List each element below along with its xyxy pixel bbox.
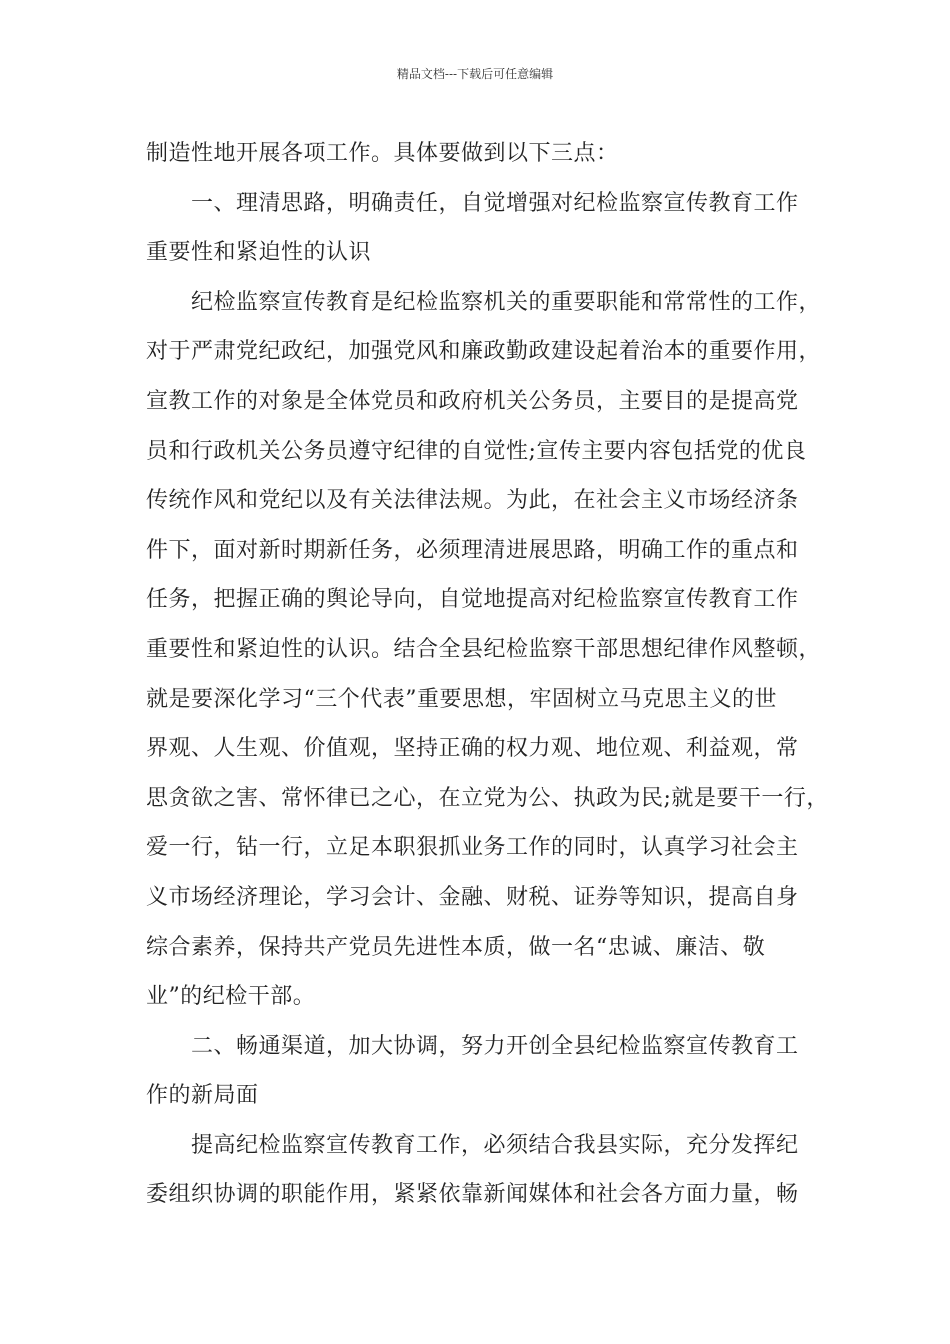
text-line: 对于严肃党纪政纪，加强党风和廉政勤政建设起着治本的重要作用， — [146, 339, 822, 365]
text-line: 委组织协调的职能作用，紧紧依靠新闻媒体和社会各方面力量，畅 — [146, 1182, 799, 1208]
text-line: 任务，把握正确的舆论导向，自觉地提高对纪检监察宣传教育工作 — [146, 587, 799, 613]
page-header: 精品文档---下载后可任意编辑 — [396, 67, 554, 81]
section-heading-2-cont: 作的新局面 — [146, 1083, 259, 1109]
section-heading-1-cont: 重要性和紧迫性的认识 — [146, 240, 372, 266]
text-line: 件下，面对新时期新任务，必须理清进展思路，明确工作的重点和 — [146, 537, 799, 563]
text-line: 制造性地开展各项工作。具体要做到以下三点： — [146, 141, 619, 166]
text-line: 宣教工作的对象是全体党员和政府机关公务员，主要目的是提高党 — [146, 388, 799, 414]
section-heading-1: 一、理清思路，明确责任，自觉增强对纪检监察宣传教育工作 — [191, 190, 799, 216]
section-heading-2: 二、畅通渠道，加大协调，努力开创全县纪检监察宣传教育工 — [191, 1033, 799, 1059]
text-line: 员和行政机关公务员遵守纪律的自觉性;宣传主要内容包括党的优良 — [146, 438, 807, 464]
text-line: 重要性和紧迫性的认识。结合全县纪检监察干部思想纪律作风整顿， — [146, 636, 822, 662]
text-line: 就是要深化学习“三个代表”重要思想，牢固树立马克思主义的世 — [146, 686, 777, 712]
text-line: 提高纪检监察宣传教育工作，必须结合我县实际，充分发挥纪 — [191, 1132, 799, 1158]
text-line: 纪检监察宣传教育是纪检监察机关的重要职能和常常性的工作， — [191, 289, 822, 315]
text-line: 传统作风和党纪以及有关法律法规。为此，在社会主义市场经济条 — [146, 488, 799, 514]
text-line: 业”的纪检干部。 — [146, 984, 316, 1010]
text-line: 综合素养，保持共产党员先进性本质，做一名“忠诚、廉洁、敬 — [146, 934, 766, 960]
document-body — [146, 129, 829, 1220]
text-line: 义市场经济理论，学习会计、金融、财税、证券等知识，提高自身 — [146, 884, 799, 910]
text-line: 思贪欲之害、常怀律已之心，在立党为公、执政为民;就是要干一行， — [146, 785, 829, 811]
text-line: 界观、人生观、价值观，坚持正确的权力观、地位观、利益观，常 — [146, 736, 799, 762]
text-line: 爱一行，钻一行，立足本职狠抓业务工作的同时，认真学习社会主 — [146, 835, 799, 861]
